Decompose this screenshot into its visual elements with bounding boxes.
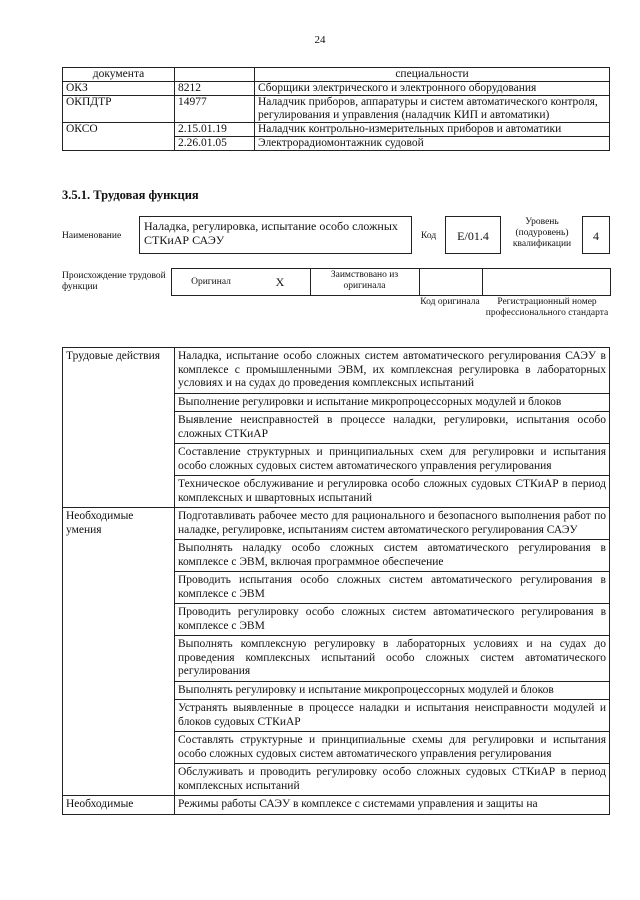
codes-cell: 2.26.01.05 <box>175 137 255 151</box>
table-cell: Техническое обслуживание и регулировка особо сложных судовых СТКиАР в период комплексных и швартовных испытаний <box>175 476 610 508</box>
reg-caption: Регистрационный номер профессионального стандарта <box>485 297 609 318</box>
table-cell: Выполнять регулировку и испытание микропроцессорных модулей и блоков <box>175 681 610 700</box>
table-row <box>63 348 610 394</box>
table-cell: Проводить испытания особо сложных систем автоматического регулирования в комплексе с ЭВМ <box>175 572 610 604</box>
table-cell: Наладка, испытание особо сложных систем автоматического регулирования САЭУ в комплексе с промышленными ЭВМ, их комплексная регулировка в лабораторных условиях и на судах до проведения комплексных испытаний <box>175 348 610 394</box>
codes-cell: 2.15.01.19 <box>175 123 255 137</box>
origin-label: Происхождение трудовой функции <box>62 271 166 292</box>
group-key: Необходимые <box>63 796 175 815</box>
origin-row <box>171 268 611 296</box>
codes-header-spec: специальности <box>255 68 610 82</box>
table-cell: Режимы работы САЭУ в комплексе с системами управления и защиты на <box>175 796 610 815</box>
codes-cell: Наладчик контрольно-измерительных приборов и автоматики <box>255 123 610 137</box>
table-cell: Составлять структурные и принципиальные схемы для регулировки и испытания особо сложных судовых систем автоматического управления регулирования <box>175 732 610 764</box>
codes-cell: ОКЗ <box>63 82 175 96</box>
group-key: Необходимые умения <box>63 508 175 796</box>
function-code-box: E/01.4 <box>445 216 501 254</box>
main-table <box>62 347 610 815</box>
table-cell: Проводить регулировку особо сложных систем автоматического регулирования в комплексе с ЭВМ <box>175 604 610 636</box>
codes-header-code <box>175 68 255 82</box>
table-cell: Выполнять комплексную регулировку в лабораторных условиях и на судах до проведения комплексных испытаний особо сложных систем автоматического регулирования <box>175 636 610 682</box>
table-row <box>63 508 610 540</box>
level-label: Уровень (подуровень) квалификации <box>512 217 572 249</box>
table-cell: Подготавливать рабочее место для рационального и безопасного выполнения работ по наладке, регулировке, испытаниям систем автоматического регулирования САЭУ <box>175 508 610 540</box>
page-number: 24 <box>314 34 326 46</box>
codes-cell: ОКСО <box>63 123 175 151</box>
section-title: 3.5.1. Трудовая функция <box>62 188 199 202</box>
code-caption: Код оригинала <box>420 297 480 307</box>
table-cell: Выявление неисправностей в процессе наладки, регулировки, испытания особо сложных СТКиАР <box>175 412 610 444</box>
level-box: 4 <box>582 216 610 254</box>
table-row <box>63 123 610 137</box>
codes-cell: ОКПДТР <box>63 96 175 123</box>
table-cell: Обслуживать и проводить регулировку особо сложных судовых СТКиАР в период комплексных испытаний <box>175 764 610 796</box>
group-key: Трудовые действия <box>63 348 175 508</box>
code-label: Код <box>421 231 437 241</box>
codes-table-header-row <box>63 68 610 82</box>
codes-cell: Сборщики электрического и электронного оборудования <box>255 82 610 96</box>
table-cell: Устранять выявленные в процессе наладки и испытания неисправности модулей и блоков судовых СТКиАР <box>175 700 610 732</box>
table-cell: Выполнение регулировки и испытание микропроцессорных модулей и блоков <box>175 393 610 412</box>
table-cell: Составление структурных и принципиальных схем для регулировки и испытания особо сложных судовых систем автоматического управления регулирования <box>175 444 610 476</box>
name-label: Наименование <box>62 231 122 241</box>
codes-cell: 14977 <box>175 96 255 123</box>
borrowed-label: Заимствовано из оригинала <box>330 270 399 291</box>
original-mark: X <box>250 269 311 295</box>
table-row <box>63 82 610 96</box>
codes-cell: Электрорадиомонтажник судовой <box>255 137 610 151</box>
table-cell: Выполнять наладку особо сложных систем автоматического регулирования в комплексе с ЭВМ, включая программное обеспечение <box>175 540 610 572</box>
table-row <box>63 96 610 123</box>
codes-header-doc: документа <box>63 68 175 82</box>
original-code-cell <box>419 269 483 295</box>
original-label: Оригинал <box>191 277 231 287</box>
codes-cell: Наладчик приборов, аппаратуры и систем автоматического контроля, регулирования и управления (наладчик КИП и автоматики) <box>255 96 610 123</box>
codes-table <box>62 67 610 151</box>
table-row <box>63 796 610 815</box>
codes-cell: 8212 <box>175 82 255 96</box>
function-name-box: Наладка, регулировка, испытание особо сложных СТКиАР САЭУ <box>139 216 412 254</box>
